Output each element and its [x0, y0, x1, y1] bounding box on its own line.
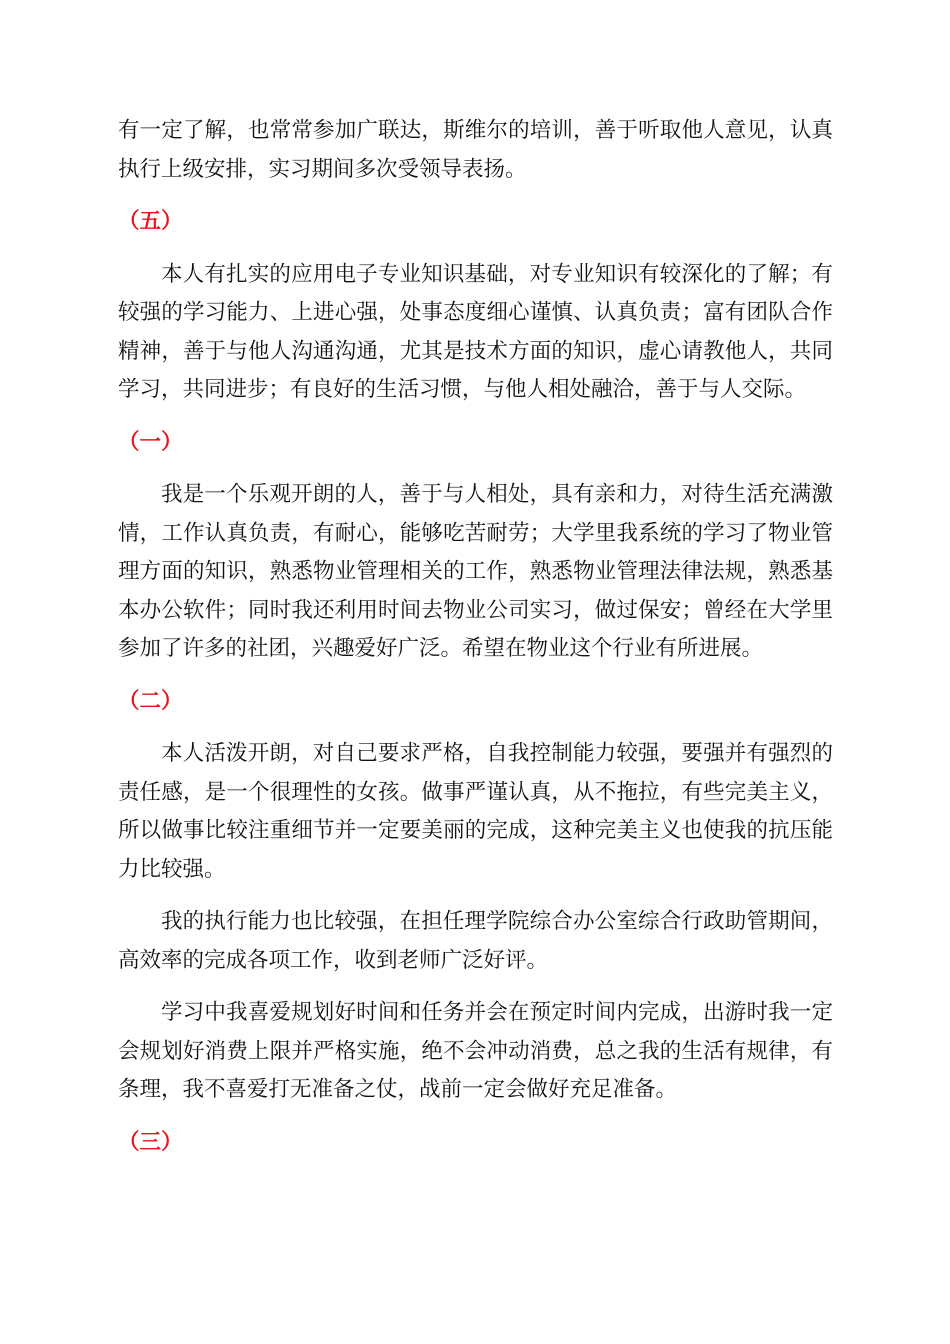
- paragraph-section-one: 我是一个乐观开朗的人，善于与人相处，具有亲和力，对待生活充满激情，工作认真负责，有耐心，能够吃苦耐劳；大学里我系统的学习了物业管理方面的知识，熟悉物业管理相关的工作，熟悉物业管理法律法规，熟悉基本办公软件；同时我还利用时间去物业公司实习，做过保安；曾经在大学里参加了许多的社团，兴趣爱好广泛。希望在物业这个行业有所进展。: [118, 482, 833, 661]
- paragraph-section-two-c: 学习中我喜爱规划好时间和任务并会在预定时间内完成，出游时我一定会规划好消费上限并严格实施，绝不会冲动消费，总之我的生活有规律，有条理，我不喜爱打无准备之仗，战前一定会做好充足准备。: [118, 1000, 833, 1102]
- section-heading-three: （三）: [118, 1129, 183, 1155]
- paragraph-section-two-b: 我的执行能力也比较强，在担任理学院综合办公室综合行政助管期间，高效率的完成各项工作，收到老师广泛好评。: [118, 909, 833, 973]
- section-heading-two: （二）: [118, 688, 183, 714]
- paragraph-intro-continuation: 有一定了解，也常常参加广联达，斯维尔的培训，善于听取他人意见，认真执行上级安排，实习期间多次受领导表扬。: [118, 118, 833, 182]
- paragraph-section-five: 本人有扎实的应用电子专业知识基础，对专业知识有较深化的了解；有较强的学习能力、上进心强，处事态度细心谨慎、认真负责；富有团队合作精神，善于与他人沟通沟通，尤其是技术方面的知识，虚心请教他人，共同学习，共同进步；有良好的生活习惯，与他人相处融洽，善于与人交际。: [118, 261, 833, 402]
- document-page: [118, 112, 833, 1176]
- paragraph-section-two-a: 本人活泼开朗，对自己要求严格，自我控制能力较强，要强并有强烈的责任感，是一个很理性的女孩。做事严谨认真，从不拖拉，有些完美主义，所以做事比较注重细节并一定要美丽的完成，这种完美主义也使我的抗压能力比较强。: [118, 741, 833, 882]
- section-heading-five: （五）: [118, 209, 183, 234]
- section-heading-one: （一）: [118, 429, 183, 455]
